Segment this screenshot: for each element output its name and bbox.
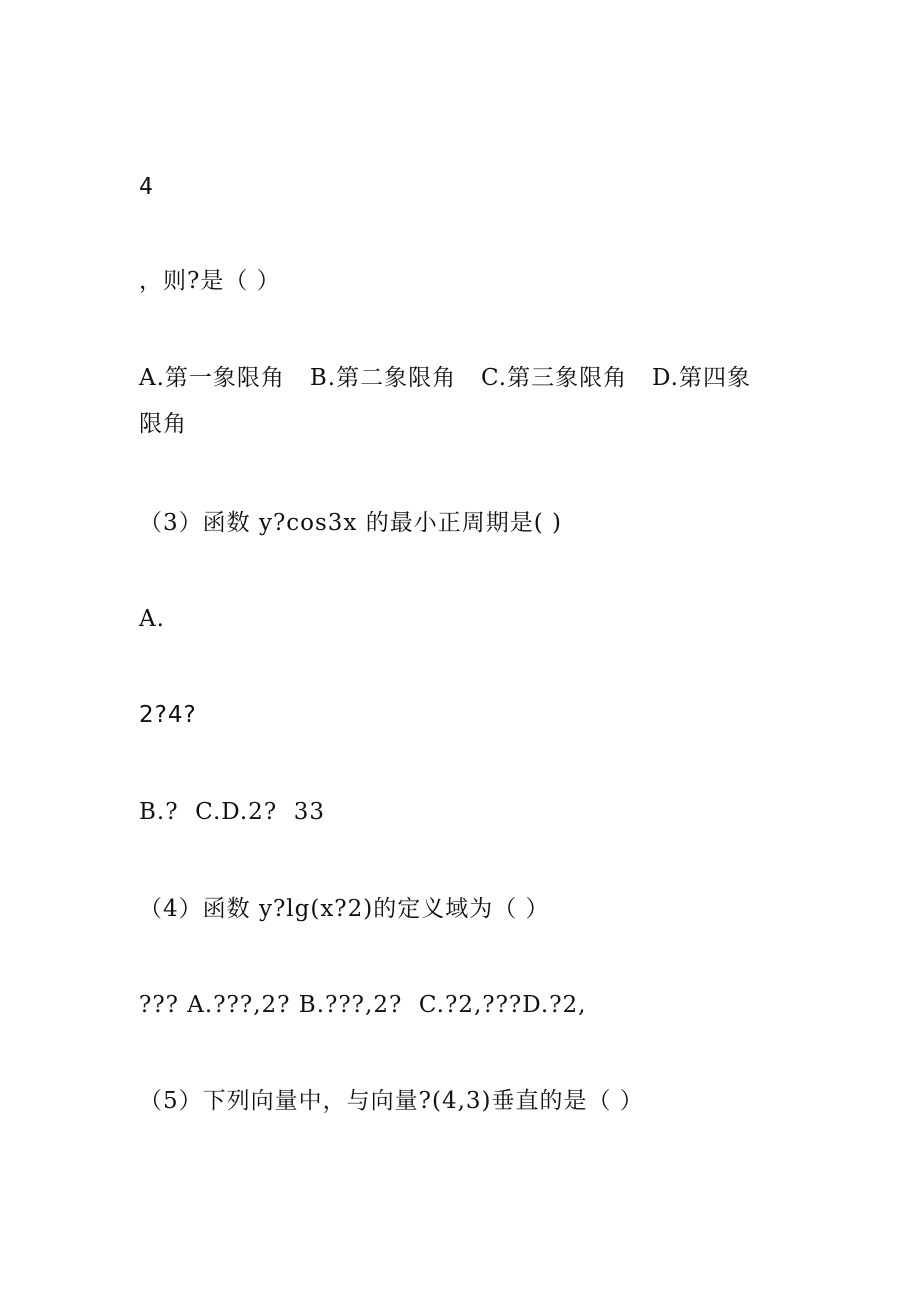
option-a-label: A. <box>139 606 165 632</box>
text-line-2: ，则?是（ ） <box>139 268 281 294</box>
question-4: （4）函数 y?lg(x?2)的定义域为（ ） <box>139 896 550 922</box>
question-5: （5）下列向量中，与向量?(4,3)垂直的是（ ） <box>139 1088 644 1114</box>
text-line-4: 限角 <box>139 411 187 437</box>
text-line-3: A.第一象限角 B.第二象限角 C.第三象限角 D.第四象 <box>139 365 751 391</box>
text-line-1: 4 <box>139 174 154 200</box>
fraction-numerators: 2?4? <box>139 702 197 728</box>
question-3: （3）函数 y?cos3x 的最小正周期是( ) <box>139 510 562 536</box>
options-b-c-d: B.? C.D.2? 33 <box>139 799 326 825</box>
question-4-options: ??? A.???,2? B.???,2? C.?2,???D.?2, <box>139 992 587 1018</box>
